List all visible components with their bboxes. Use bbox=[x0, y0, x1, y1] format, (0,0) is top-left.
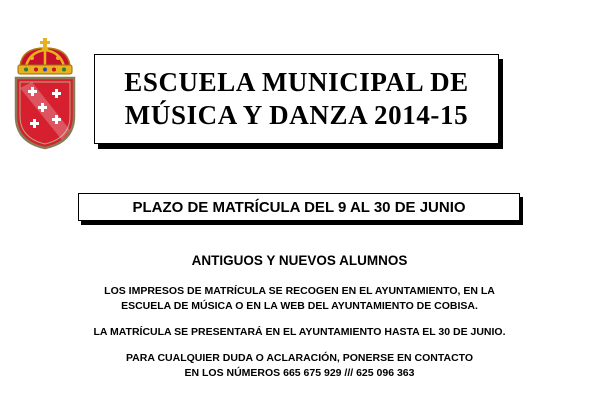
deadline-text: PLAZO DE MATRÍCULA DEL 9 AL 30 DE JUNIO bbox=[132, 198, 466, 216]
title-line-1: ESCUELA MUNICIPAL DE bbox=[124, 67, 469, 97]
paragraph-line: LA MATRÍCULA SE PRESENTARÁ EN EL AYUNTAMIENTO HASTA EL 30 DE JUNIO. bbox=[93, 326, 506, 338]
paragraph-submission-info bbox=[0, 325, 599, 340]
paragraph-line: ESCUELA DE MÚSICA O EN LA WEB DEL AYUNTAMIENTO DE COBISA. bbox=[121, 300, 478, 312]
title-line-2: MÚSICA Y DANZA 2014-15 bbox=[124, 100, 469, 130]
municipal-coat-of-arms-icon bbox=[12, 38, 78, 150]
deadline-box bbox=[78, 193, 520, 221]
contact-phone-numbers: EN LOS NÚMEROS 665 675 929 /// 625 096 363 bbox=[184, 367, 415, 379]
paragraph-contact-info bbox=[0, 351, 599, 381]
paragraph-pickup-info bbox=[0, 284, 599, 314]
subheading: ANTIGUOS Y NUEVOS ALUMNOS bbox=[191, 253, 408, 268]
title-box bbox=[94, 54, 499, 144]
paragraph-line: LOS IMPRESOS DE MATRÍCULA SE RECOGEN EN EL AYUNTAMIENTO, EN LA bbox=[104, 285, 495, 297]
paragraph-line: PARA CUALQUIER DUDA O ACLARACIÓN, PONERSE EN CONTACTO bbox=[125, 352, 474, 364]
